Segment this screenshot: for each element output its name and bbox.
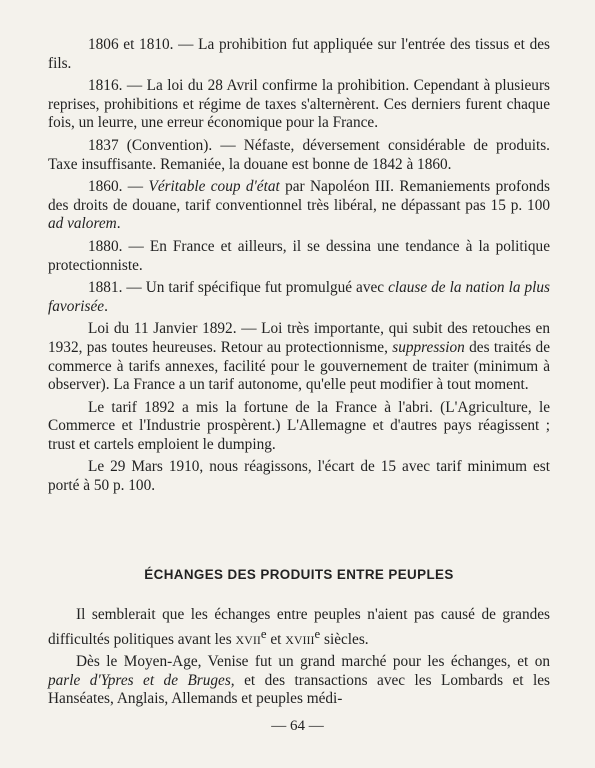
italic-run: parle d'Ypres et de Bruges, [48,671,235,689]
paragraph-1860 [48,178,550,234]
text-run: siècles. [320,630,369,648]
text-run: et [266,630,286,648]
text-run: . [116,215,121,233]
section-heading: ÉCHANGES DES PRODUITS ENTRE PEUPLES [144,567,454,582]
text-run: Dès le Moyen-Age, Venise fut un grand marché pour les échanges, et on [76,653,550,671]
italic-run: Véritable coup d'état [148,178,280,196]
italic-run: suppression [392,338,465,356]
paragraph-1881 [48,279,550,316]
page-number: — 64 — [271,718,324,734]
superscript: e [260,626,267,641]
paragraph-1837: 1837 (Convention). — Néfaste, déversement considérable de produits. Taxe insuffisante. Remaniée, la douane est bonne de 1842 à 1860. [48,136,550,173]
italic-run: clause de la nation la plus favorisée [48,279,550,315]
text-run: des traités de commerce à tarifs annexes, facilité pour le gouvernement de traiter (minimum à observer). La France a un tarif autonome, qu'elle peut modifier à tout moment. [48,338,550,394]
paragraph-1892-law [48,320,550,394]
century-numeral: XVIII [285,632,315,647]
text-run: . [104,297,108,315]
italic-run: ad valorem [48,215,117,233]
paragraph-1910: Le 29 Mars 1910, nous réagissons, l'écart de 15 avec tarif minimum est porté à 50 p. 100. [48,458,550,495]
paragraph-1892-tariff: Le tarif 1892 a mis la fortune de la France à l'abri. (L'Agriculture, le Commerce et l'Industrie prospèrent.) L'Allemagne et d'autres pays réagissent ; trust et cartels emploient le dumping. [48,398,550,453]
history-section [48,36,550,500]
paragraph-1880: 1880. — En France et ailleurs, il se dessina une tendance à la politique protectionniste. [48,237,550,274]
text-run: par Napoléon III. Remaniements profonds des droits de douane, tarif conventionnel très libéral, ne dépassant pas 15 p. 100 [48,178,550,214]
century-numeral: XVII [235,632,261,647]
paragraph-1816: 1816. — La loi du 28 Avril confirme la prohibition. Cependant à plusieurs reprises, prohibitions et régime de taxes s'alternèrent. Ces derniers furent chaque fois, un leurre, une erreur économique pour la France. [48,77,550,132]
superscript: e [314,626,321,641]
paragraph-1806: 1806 et 1810. — La prohibition fut appliquée sur l'entrée des tissus et des fils. [48,36,550,72]
text-run: 1860. — [88,178,149,196]
text-run: 1881. — Un tarif spécifique fut promulgué avec [88,279,389,297]
text-run: et des transactions avec les Lombards et les Hanséates, Anglais, Allemands et peuples médi- [48,671,551,708]
text-run: Il semblerait que les échanges entre peuples n'aient pas causé de grandes difficultés politiques avant les [48,606,550,648]
exchanges-section [48,606,550,713]
paragraph-exchanges-intro [48,606,550,649]
text-run: Loi du 11 Janvier 1892. — Loi très importante, qui subit des retouches en 1932, pas toutes heureuses. Retour au protectionnisme, [48,320,550,356]
paragraph-middle-ages [48,653,550,709]
